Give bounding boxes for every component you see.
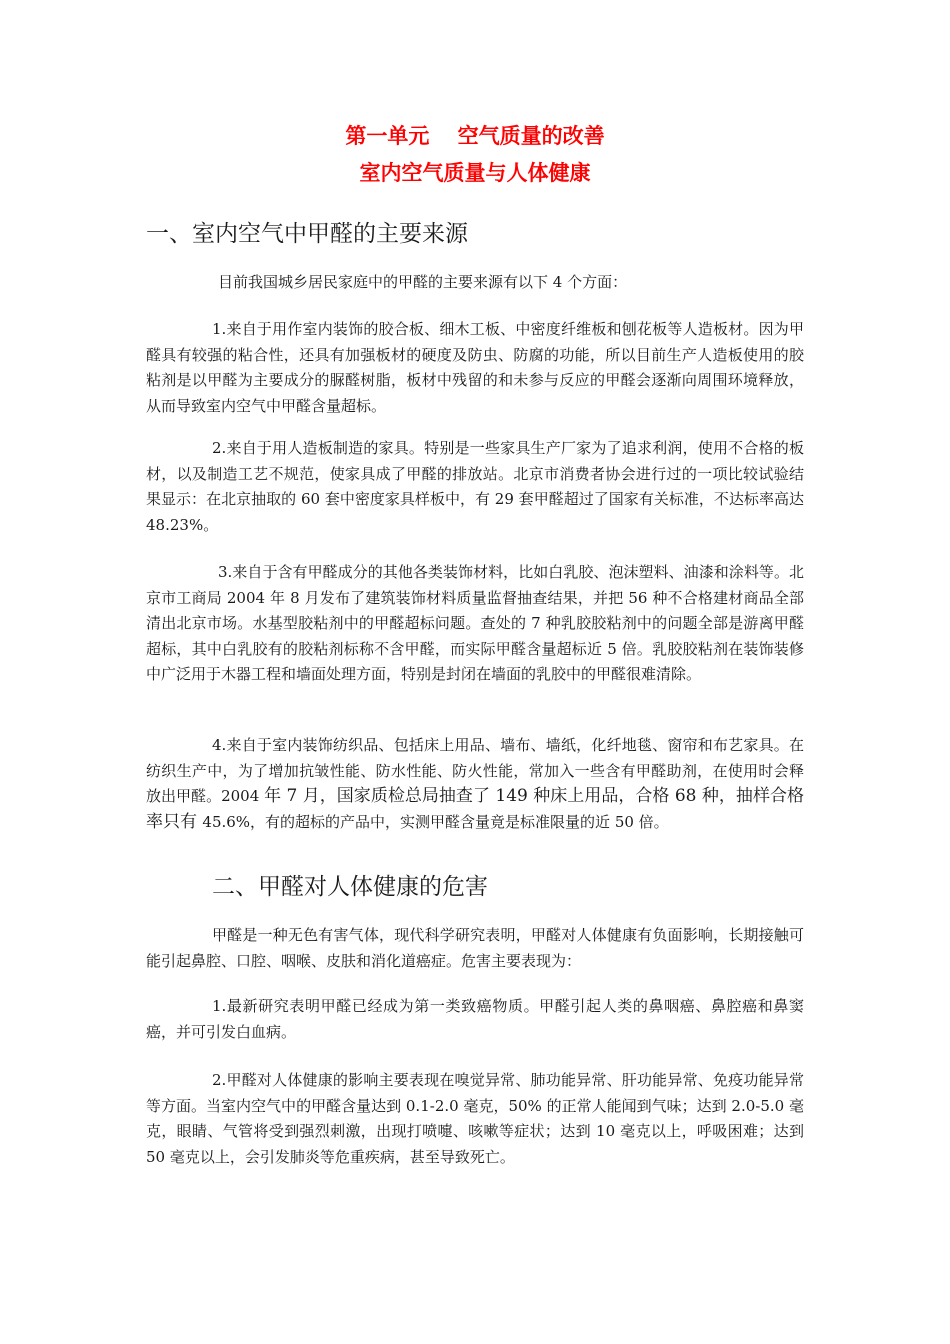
source-item-4-part-a: 4.来自于室内装饰纺织品、包括床上用品、墙布、墙纸，化纤地毯、窗帘和布艺家具。在纺织生产中，为了增加抗皱性能、防水性能、防火性能，常加入一些含有甲醛助剂，在使用时会释放出甲醛。2004 [146, 736, 804, 805]
hazards-intro: 甲醛是一种无色有害气体，现代科学研究表明，甲醛对人体健康有负面影响，长期接触可能引起鼻腔、口腔、咽喉、皮肤和消化道癌症。危害主要表现为： [146, 926, 804, 970]
sources-intro: 目前我国城乡居民家庭中的甲醛的主要来源有以下 4 个方面： [218, 273, 628, 291]
section-heading-hazards: 二、甲醛对人体健康的危害 [212, 874, 488, 900]
hazard-item-1: 1.最新研究表明甲醛已经成为第一类致癌物质。甲醛引起人类的鼻咽癌、鼻腔癌和鼻窦癌，并可引发白血病。 [146, 997, 804, 1041]
source-item-4 [146, 733, 804, 835]
lesson-title: 室内空气质量与人体健康 [359, 161, 591, 185]
hazard-item-2: 2.甲醛对人体健康的影响主要表现在嗅觉异常、肺功能异常、肝功能异常、免疫功能异常等方面。当室内空气中的甲醛含量达到 0.1-2.0 毫克，50% 的正常人能闻到气味；达到 2.0-5.0 毫克，眼睛、气管将受到强烈刺激，出现打喷嚏、咳嗽等症状；达到 10 毫克以上，呼吸困难；达到 50 毫克以上，会引发肺炎等危重疾病，甚至导致死亡。 [146, 1071, 804, 1166]
source-item-3: 3.来自于含有甲醛成分的其他各类装饰材料，比如白乳胶、泡沫塑料、油漆和涂料等。北京市工商局 2004 年 8 月发布了建筑装饰材料质量监督抽查结果，并把 56 种不合格建材商品全部清出北京市场。水基型胶粘剂中的甲醛超标问题。查处的 7 种乳胶胶粘剂中的问题全部是游离甲醛超标，其中白乳胶有的胶粘剂标称不含甲醛，而实际甲醛含量超标近 5 倍。乳胶胶粘剂在装饰装修中广泛用于木器工程和墙面处理方面，特别是封闭在墙面的乳胶中的甲醛很难清除。 [146, 563, 804, 683]
unit-title: 第一单元 空气质量的改善 [345, 124, 605, 148]
source-item-1: 1.来自于用作室内装饰的胶合板、细木工板、中密度纤维板和刨花板等人造板材。因为甲醛具有较强的粘合性，还具有加强板材的硬度及防虫、防腐的功能，所以目前生产人造板使用的胶粘剂是以甲醛为主要成分的脲醛树脂，板材中残留的和未参与反应的甲醛会逐渐向周围环境释放，从而导致室内空气中甲醛含量超标。 [146, 320, 804, 415]
source-item-4-part-c: 45.6%，有的超标的产品中，实测甲醛含量竟是标准限量的近 50 倍。 [202, 812, 669, 831]
section-heading-sources: 一、室内空气中甲醛的主要来源 [146, 221, 468, 247]
source-item-2: 2.来自于用人造板制造的家具。特别是一些家具生产厂家为了追求利润，使用不合格的板材，以及制造工艺不规范，使家具成了甲醛的排放站。北京市消费者协会进行过的一项比较试验结果显示：在北京抽取的 60 套中密度家具样板中，有 29 套甲醛超过了国家有关标准，不达标率高达 48.23%。 [146, 439, 804, 534]
source-item-4-part-b: 年 7 月，国家质检总局抽查了 149 种床上用品，合格 68 种，抽样合格率只有 [146, 786, 804, 832]
